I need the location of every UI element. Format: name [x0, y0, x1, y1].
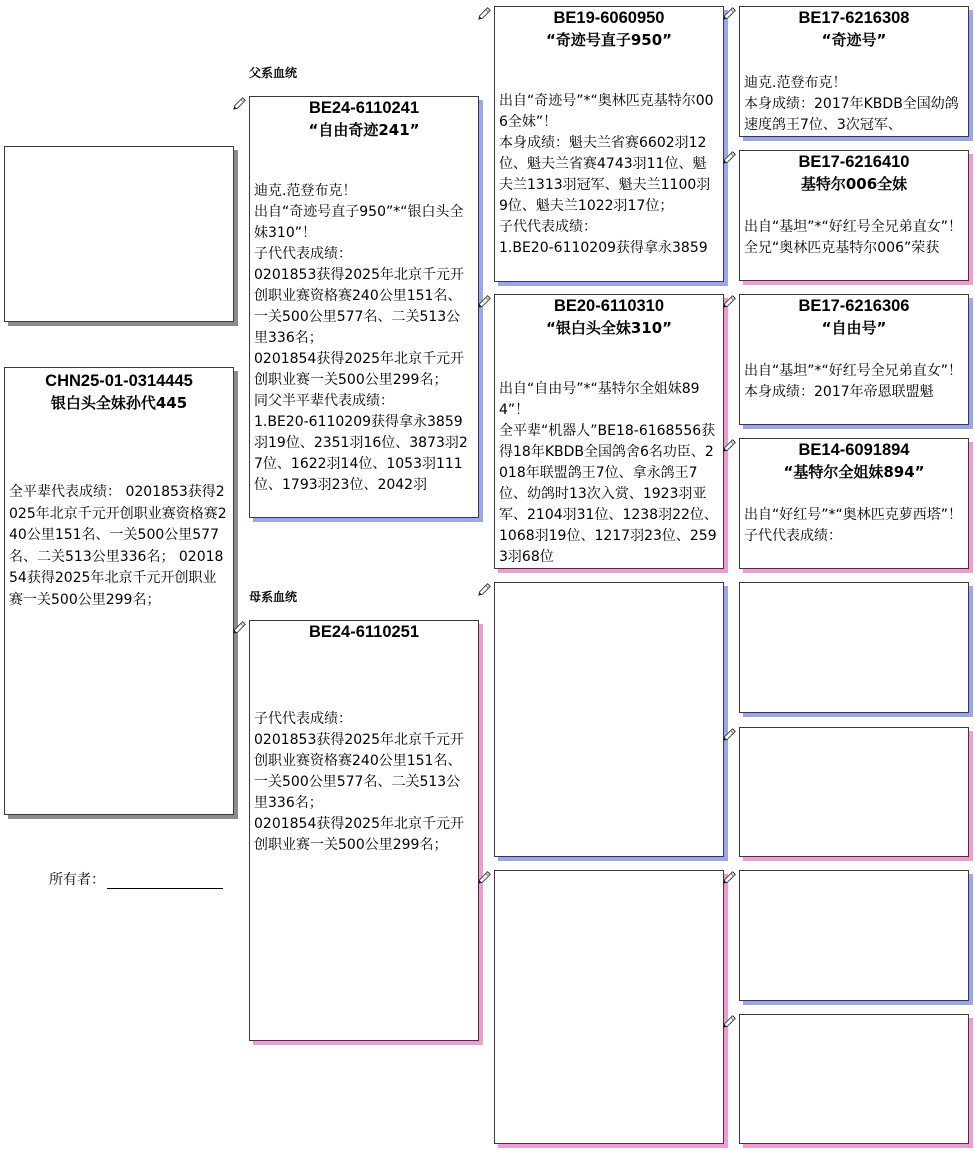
gen4-2-name: 基特尔006全妹 — [800, 175, 908, 193]
sire-sire-name: “奇迹号直子950” — [545, 31, 673, 49]
gen4-card-1 — [739, 6, 969, 137]
edit-pencil-icon[interactable] — [723, 870, 737, 884]
sire-dam-ring: BE20-6110310 — [553, 297, 665, 315]
gen4-4-ring: BE14-6091894 — [798, 441, 910, 459]
sire-sire-desc: 出自“奇迹号”*“奥林匹克基特尔006全妹”！ 本身成绩：魁夫兰省赛6602羽12位、魁夫兰省赛4743羽11位、魁夫兰1313羽冠军、魁夫兰1100羽9位、魁夫兰1022羽17位； 子代代表成绩： 1.BE20-6110209获得拿永3859 — [499, 93, 714, 256]
owner-field — [49, 869, 223, 889]
subject-name: 银白头全妹孙代445 — [50, 394, 188, 412]
subject-ring: CHN25-01-0314445 — [45, 372, 193, 390]
edit-pencil-icon[interactable] — [478, 870, 492, 884]
gen4-4-name: “基特尔全姐妹894” — [783, 463, 925, 481]
gen4-card-7 — [739, 870, 969, 1001]
edit-pencil-icon[interactable] — [233, 620, 247, 634]
edit-pencil-icon[interactable] — [478, 294, 492, 308]
subject-card — [4, 367, 234, 815]
gen4-card-4 — [739, 438, 969, 569]
edit-pencil-icon[interactable] — [723, 150, 737, 164]
sire-dam-name: “银白头全妹310” — [545, 319, 673, 337]
gen4-card-2 — [739, 150, 969, 281]
gen4-1-desc: 迪克.范登布克！ 本身成绩：2017年KBDB全国幼鸽速度鸽王7位、3次冠军、 — [744, 75, 959, 133]
owner-label: 所有者： — [49, 872, 105, 888]
edit-pencil-icon[interactable] — [233, 96, 247, 110]
edit-pencil-icon[interactable] — [723, 438, 737, 452]
edit-pencil-icon[interactable] — [723, 294, 737, 308]
gen4-card-6 — [739, 727, 969, 857]
sire-name: “自由奇迹241” — [308, 121, 420, 139]
maternal-label: 母系血统 — [249, 590, 298, 604]
gen4-1-name: “奇迹号” — [821, 31, 887, 49]
edit-pencil-icon[interactable] — [478, 6, 492, 20]
sire-sire-card — [494, 6, 724, 282]
gen4-3-ring: BE17-6216306 — [798, 297, 910, 315]
sire-desc: 迪克.范登布克！ 出自“奇迹号直子950”*“银白头全妹310”！ 子代代表成绩： 0201853获得2025年北京千元开创职业赛资格赛240公里151名、一关500公里577名、二关513公里336名； 0201854获得2025年北京千元开创职业赛一关500公里299名； 同父半平辈代表成绩： 1.BE20-6110209获得拿永3859羽19位、2351羽16位、3873羽27位、1622羽14位、1053羽111位、1793羽23位、2042羽 — [254, 183, 468, 493]
gen4-card-3 — [739, 294, 969, 425]
sire-dam-card — [494, 294, 724, 569]
gen4-card-8 — [739, 1014, 969, 1144]
photo-placeholder — [4, 146, 234, 322]
gen4-1-ring: BE17-6216308 — [798, 9, 910, 27]
edit-pencil-icon[interactable] — [723, 727, 737, 741]
edit-pencil-icon[interactable] — [478, 582, 492, 596]
gen4-2-desc: 出自“基坦”*“好红号全兄弟直女”！ 全兄“奥林匹克基特尔006”荣获 — [744, 219, 963, 256]
edit-pencil-icon[interactable] — [723, 1014, 737, 1028]
gen4-card-5 — [739, 582, 969, 713]
gen4-2-ring: BE17-6216410 — [798, 153, 910, 171]
sire-sire-ring: BE19-6060950 — [553, 9, 665, 27]
gen4-4-desc: 出自“好红号”*“奥林匹克萝西塔”！ 子代代表成绩： — [744, 507, 963, 544]
dam-ring: BE24-6110251 — [308, 623, 420, 641]
paternal-label: 父系血统 — [249, 66, 298, 80]
owner-line — [107, 874, 223, 889]
gen4-3-name: “自由号” — [821, 319, 887, 337]
sire-card — [249, 96, 479, 518]
dam-desc: 子代代表成绩： 0201853获得2025年北京千元开创职业赛资格赛240公里151名、一关500公里577名、二关513公里336名； 0201854获得2025年北京千元开创职业赛一关500公里299名； — [254, 711, 464, 853]
dam-dam-card — [494, 870, 724, 1144]
dam-sire-card — [494, 582, 724, 857]
dam-card — [249, 620, 479, 1041]
subject-desc: 全平辈代表成绩： 0201853获得2025年北京千元开创职业赛资格赛240公里151名、一关500公里577名、二关513公里336名； 0201854获得2025年北京千元开创职业赛一关500公里299名； — [9, 484, 227, 608]
sire-dam-desc: 出自“自由号”*“基特尔全姐妹894”！ 全平辈“机器人”BE18-6168556获得18年KBDB全国鸽舍6名功臣、2018年联盟鸽王7位、拿永鸽王7位、幼鸽时13次入赏、1923羽亚军、2104羽31位、1238羽22位、1068羽19位、1217羽23位、2593羽68位 — [499, 381, 718, 565]
edit-pencil-icon[interactable] — [723, 6, 737, 20]
gen4-3-desc: 出自“基坦”*“好红号全兄弟直女”！ 本身成绩：2017年帝恩联盟魁 — [744, 363, 963, 400]
sire-ring: BE24-6110241 — [308, 99, 420, 117]
